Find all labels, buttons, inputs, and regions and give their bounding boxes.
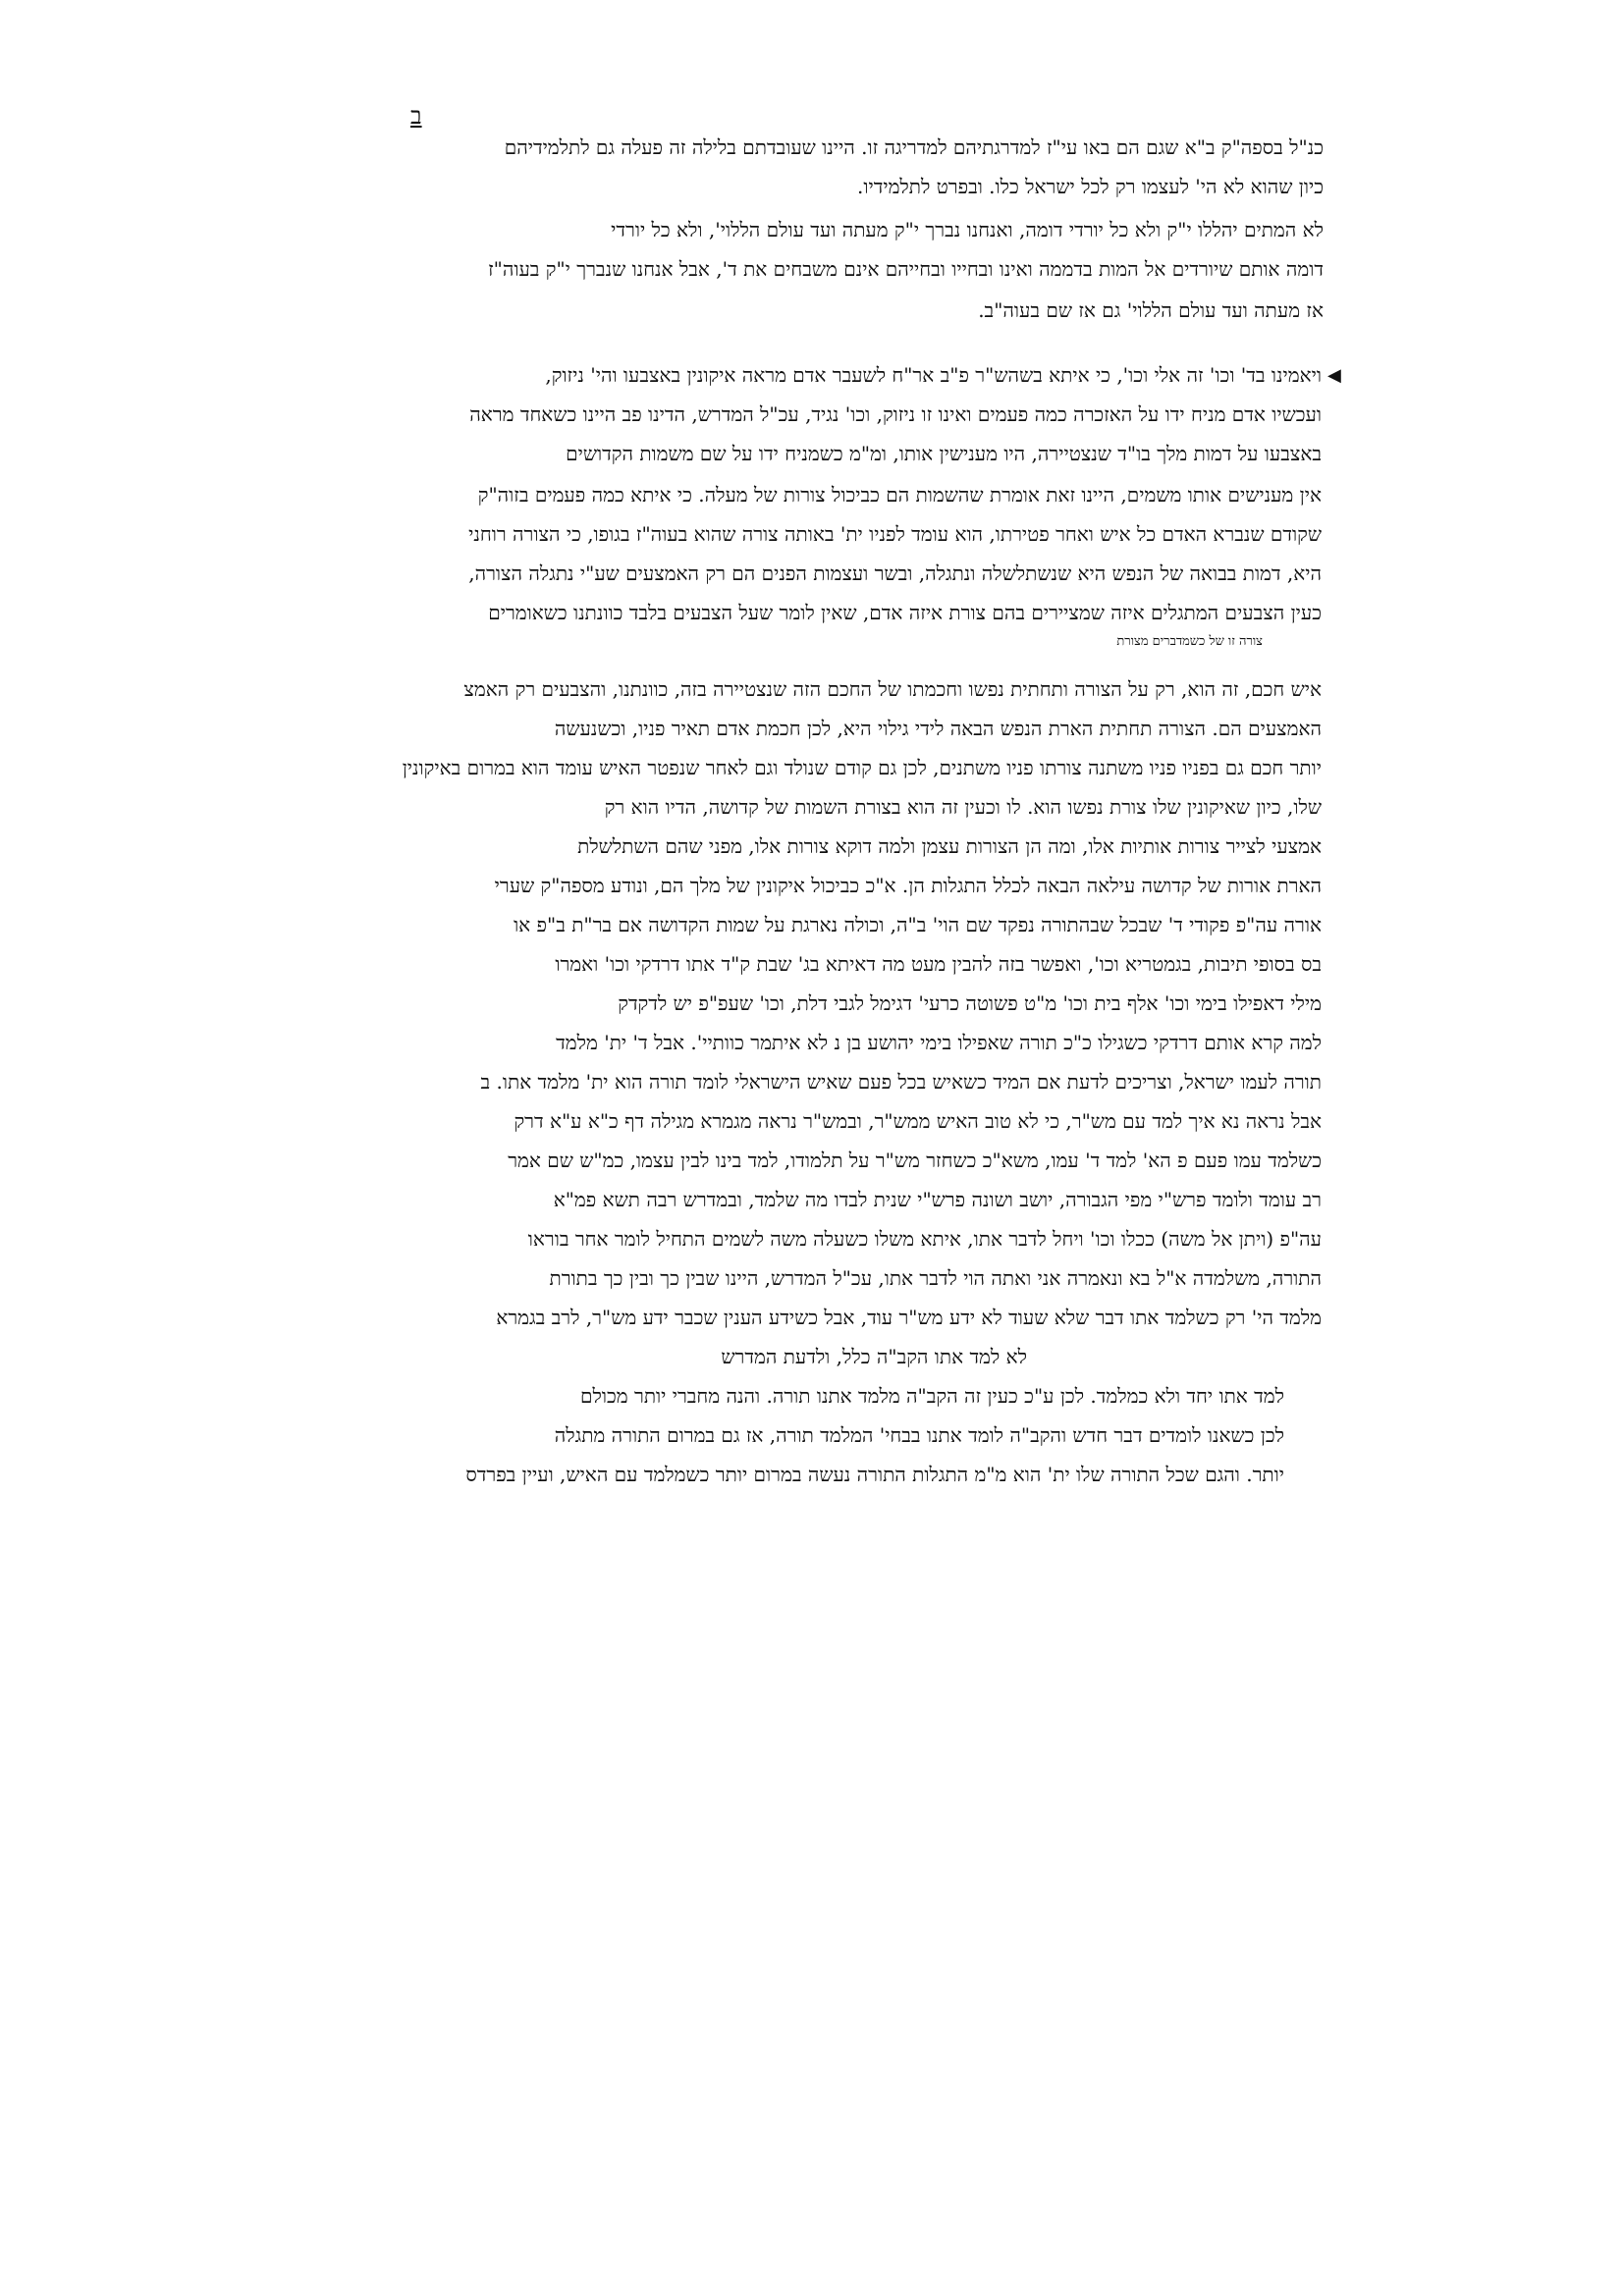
text-line: בס בסופי תיבות, בגמטריא וכו', ואפשר בזה להבין מעט מה דאיתא בג' שבת ק"ד אתו דרדקי וכו' ואמרו: [555, 952, 1322, 976]
triangle-marker-icon: ◀: [1327, 365, 1341, 386]
text-line: כנ"ל בספה"ק ב"א שגם הם באו עי"ז למדרגתיהם למדריגה זו. היינו שעובדתם בלילה זה פעלה גם לתלמידיהם: [504, 135, 1324, 159]
text-line: ועכשיו אדם מניח ידו על האזכרה כמה פעמים ואינו זו ניזוק, וכו' נגיד, עכ"ל המדרש, הדינו פב היינו כשאחד מראה: [469, 402, 1322, 426]
paragraph-1: [393, 135, 1324, 332]
paragraph-3: [373, 1384, 1284, 1512]
text-line: שלו, כיון שאיקונין שלו צורת נפשו הוא. לו וכעין זה הוא בצורת השמות של קדושה, הדיו הוא רק: [604, 795, 1322, 819]
text-line: התורה, משלמדה א"ל בא ונאמרה אני ואתה הוי לדבר אתו, עכ"ל המדרש, היינו שבין כך ובין כך בתורת: [549, 1266, 1322, 1290]
text-line: מילי דאפילו בימי וכו' אלף בית וכו' מ"ט פשוטה כרעי' דגימל לגבי דלת, וכו' שעפ"פ יש לדקדק: [618, 991, 1322, 1015]
text-line: תורה לעמו ישראל, וצריכים לדעת אם המיד כשאיש בכל פעם שאיש הישראלי לומד תורה הוא ית' מלמד אתו. ב: [480, 1070, 1322, 1094]
text-line: לא למד אתו הקב"ה כלל, ולדעת המדרש: [721, 1345, 1027, 1368]
paragraph-2: [304, 363, 1322, 1368]
text-line: באצבעו על דמות מלך בו"ד שנצטיירה, היו מענישין אותו, ומ"מ כשמניח ידו על שם משמות הקדושים: [566, 442, 1322, 465]
text-line: אין מענישים אותו משמים, היינו זאת אומרת שהשמות הם כביכול צורות של מעלה. כי איתא כמה פעמים בזוה"ק: [477, 483, 1322, 507]
text-line: היא, דמות בבואה של הנפש היא שנשתלשלה ונתגלה, ובשר ועצמות הפנים הם רק האמצעים שע"י נתגלה הצורה,: [468, 561, 1322, 585]
text-line: לכן כשאנו לומדים דבר חדש והקב"ה לומד אתנו בבחי' המלמד תורה, אז גם במרום התורה מתגלה: [554, 1423, 1284, 1447]
text-line: איש חכם, זה הוא, רק על הצורה ותחתית נפשו וחכמתו של החכם הזה שנצטיירה בזה, כוונתנו, והצבעים רק האמצ: [463, 677, 1322, 701]
text-line: אמצעי לצייר צורות אותיות אלו, ומה הן הצורות עצמן ולמה דוקא צורות אלו, מפני שהם השתלשלת: [577, 834, 1322, 858]
text-line: למה קרא אותם דרדקי כשגילו כ"כ תורה שאפילו בימי יהושע בן נ לא איתמר כוותיי'. אבל ד' ית' מלמד: [556, 1031, 1322, 1054]
text-line: אורה עה"פ פקודי ד' שבכל שבהתורה נפקד שם הוי' ב"ה, וכולה נארגת על שמות הקדושה אם בר"ת ב"פ או: [514, 913, 1322, 936]
text-line: שקודם שנברא האדם כל איש ואחר פטירתו, הוא עומד לפניו ית' באותה צורה שהוא בעוה"ז בגופו, כי הצורה רוחני: [468, 522, 1322, 546]
text-line: כעין הצבעים המתגלים איזה שמציירים בהם צורת איזה אדם, שאין לומר שעל הצבעים בלבד כוונתנו כשאומרים: [488, 601, 1322, 624]
text-line: האמצעים הם. הצורה תחתית הארת הנפש הבאה לידי גילוי היא, לכן חכמת אדם תאיר פניו, וכשנעשה: [554, 717, 1322, 740]
text-line: כיון שהוא לא הי' לעצמו רק לכל ישראל כלו. ובפרט לתלמידיו.: [856, 175, 1324, 198]
text-line: אז מעתה ועד עולם הללוי' גם אז שם בעוה"ב.: [978, 298, 1324, 322]
text-line: למד אתו יחד ולא כמלמד. לכן ע"כ כעין זה הקב"ה מלמד אתנו תורה. והנה מחברי יותר מכולם: [580, 1384, 1284, 1408]
text-line: דומה אותם שיורדים אל המות בדממה ואינו ובחייו ובחייהם אינם משבחים את ד', אבל אנחנו שנברך י"ק בעוה"ז: [488, 257, 1324, 281]
text-line: כשלמד עמו פעם פ הא' למד ד' עמו, משא"כ כשחזר מש"ר על תלמודו, למד בינו לבין עצמו, כמ"ש שם אמר: [508, 1148, 1322, 1172]
text-line: מלמד הי' רק כשלמד אתו דבר שלא שעוד לא ידע מש"ר עוד, אבל כשידע הענין שכבר ידע מש"ר, לרב בגמרא: [496, 1306, 1322, 1329]
text-line: ויאמינו בד' וכו' זה אלי וכו', כי איתא בשהש"ר פ"ב אר"ח לשעבר אדם מראה איקונין באצבעו והי' ניזוק,: [545, 363, 1322, 387]
text-line: הארת אורות של קדושה עילאה הבאה לכלל התגלות הן. א"כ כביכול איקונין של מלך הם, ונודע מספה"ק שערי: [494, 874, 1322, 897]
text-line: רב עומד ולומד פרש"י מפי הגבורה, יושב ושונה פרש"י שנית לבדו מה שלמד, ובמדרש רבה תשא פמ"א: [553, 1188, 1322, 1211]
text-line: לא המתים יהללו י"ק ולא כל יורדי דומה, ואנחנו נברך י"ק מעתה ועד עולם הללוי', ולא כל יורדי: [611, 218, 1324, 241]
text-line: צורה זו של כשמדברים מצורת: [1116, 634, 1263, 649]
text-line: אבל נראה נא איך למד עם מש"ר, כי לא טוב האיש ממש"ר, ובמש"ר נראה מגמרא מגילה דף כ"א ע"א דרק: [514, 1109, 1322, 1133]
text-line: יותר חכם גם בפניו פניו משתנה צורתו פניו משתנים, לכן גם קודם שנולד וגם לאחר שנפטר האיש עומד הוא במרום באיקונין: [402, 756, 1322, 779]
text-line: עה"פ (ויתן אל משה) ככלו וכו' ויחל לדבר אתו, איתא משלו כשעלה משה לשמים התחיל לומר אחר בוראו: [527, 1227, 1322, 1251]
text-line: יותר. והגם שכל התורה שלו ית' הוא מ"מ התגלות התורה נעשה במרום יותר כשמלמד עם האיש, ועיין בפרדס: [465, 1463, 1284, 1486]
page-number: ב: [410, 102, 422, 130]
